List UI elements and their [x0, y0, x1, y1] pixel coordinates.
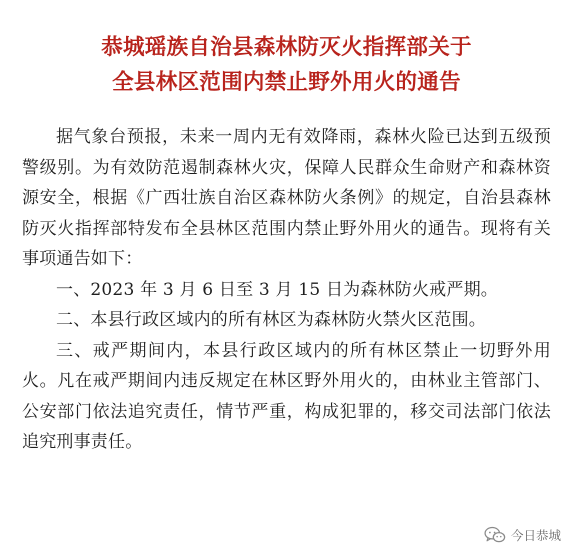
notice-title-line-1: 恭城瑶族自治县森林防灭火指挥部关于	[101, 35, 472, 60]
notice-title-line-2: 全县林区范围内禁止野外用火的通告	[112, 70, 461, 95]
notice-paragraph-item-3: 三、戒严期间内，本县行政区域内的所有林区禁止一切野外用火。凡在戒严期间内违反规定在林区野外用火的，由林业主管部门、公安部门依法追究责任，情节严重，构成犯罪的，移交司法部门依法追究刑事责任。	[22, 340, 551, 452]
notice-title	[22, 30, 551, 100]
watermark-label: 今日恭城	[510, 528, 561, 543]
notice-body	[22, 122, 551, 458]
wechat-icon	[484, 526, 506, 544]
source-watermark	[484, 526, 561, 544]
notice-paragraph-intro: 据气象台预报，未来一周内无有效降雨，森林火险已达到五级预警级别。为有效防范遏制森林火灾，保障人民群众生命财产和森林资源安全，根据《广西壮族自治区森林防火条例》的规定，自治县森林防灭火指挥部特发布全县林区范围内禁止野外用火的通告。现将有关事项通告如下：	[22, 127, 551, 269]
notice-paragraph-item-2: 二、本县行政区域内的所有林区为森林防火禁火区范围。	[56, 310, 486, 330]
notice-paragraph-item-1: 一、2023 年 3 月 6 日至 3 月 15 日为森林防火戒严期。	[56, 279, 498, 300]
